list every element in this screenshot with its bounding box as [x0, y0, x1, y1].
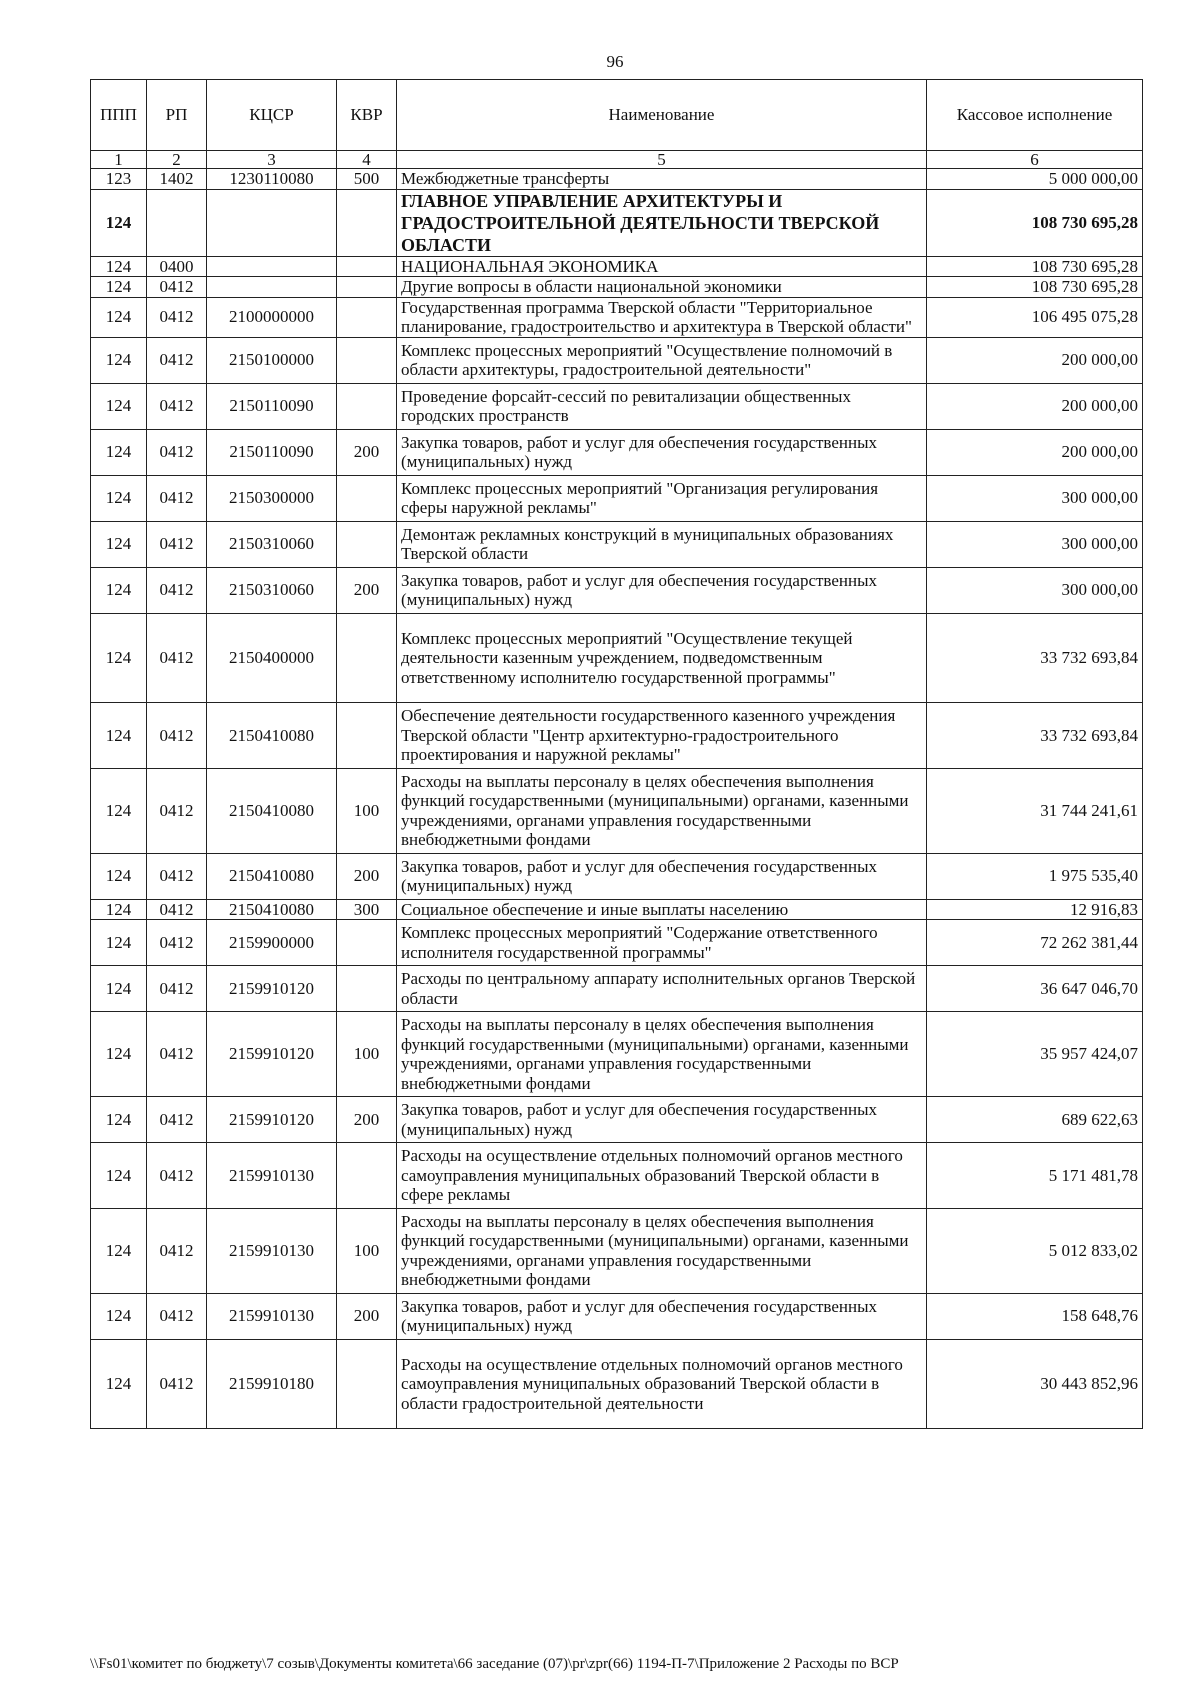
column-number: 6 — [927, 151, 1143, 169]
column-number: 4 — [337, 151, 397, 169]
cell-name: Межбюджетные трансферты — [397, 169, 927, 190]
cell-amount: 106 495 075,28 — [927, 297, 1143, 337]
cell-kcsr: 2150310060 — [207, 521, 337, 567]
cell-kcsr — [207, 189, 337, 256]
cell-kcsr — [207, 256, 337, 277]
cell-kcsr: 2159910130 — [207, 1293, 337, 1339]
cell-rp: 0400 — [147, 256, 207, 277]
cell-name: Расходы на осуществление отдельных полномочий органов местного самоуправления муниципальных образований Тверской области в области градостроительной деятельности — [397, 1339, 927, 1429]
cell-amount: 689 622,63 — [927, 1097, 1143, 1143]
cell-amount: 5 000 000,00 — [927, 169, 1143, 190]
cell-kvr — [337, 277, 397, 298]
cell-name: Расходы на осуществление отдельных полномочий органов местного самоуправления муниципальных образований Тверской области в сфере рекламы — [397, 1143, 927, 1209]
cell-name: ГЛАВНОЕ УПРАВЛЕНИЕ АРХИТЕКТУРЫ И ГРАДОСТРОИТЕЛЬНОЙ ДЕЯТЕЛЬНОСТИ ТВЕРСКОЙ ОБЛАСТИ — [397, 189, 927, 256]
expenditure-table — [90, 79, 1143, 1429]
cell-kvr — [337, 920, 397, 966]
table-row — [91, 337, 1143, 383]
cell-amount: 31 744 241,61 — [927, 768, 1143, 853]
table-row — [91, 297, 1143, 337]
cell-kvr: 100 — [337, 1012, 397, 1097]
cell-ppp: 124 — [91, 1208, 147, 1293]
cell-kvr — [337, 521, 397, 567]
cell-name: Расходы на выплаты персоналу в целях обеспечения выполнения функций государственными (муниципальными) органами, казенными учреждениями, органами управления государственными внебюджетными фондами — [397, 1208, 927, 1293]
cell-kvr — [337, 1143, 397, 1209]
cell-name: Обеспечение деятельности государственного казенного учреждения Тверской области "Центр архитектурно-градостроительного проектирования и наружной рекламы" — [397, 703, 927, 769]
cell-amount: 108 730 695,28 — [927, 256, 1143, 277]
cell-ppp: 124 — [91, 521, 147, 567]
cell-ppp: 124 — [91, 277, 147, 298]
cell-rp: 0412 — [147, 1208, 207, 1293]
cell-ppp: 123 — [91, 169, 147, 190]
cell-name: Социальное обеспечение и иные выплаты населению — [397, 899, 927, 920]
table-row — [91, 567, 1143, 613]
cell-kcsr: 2159910120 — [207, 1012, 337, 1097]
cell-ppp: 124 — [91, 475, 147, 521]
cell-kvr: 200 — [337, 429, 397, 475]
cell-rp: 0412 — [147, 1339, 207, 1429]
cell-kvr: 500 — [337, 169, 397, 190]
cell-kcsr: 2150110090 — [207, 429, 337, 475]
table-row — [91, 1012, 1143, 1097]
cell-ppp: 124 — [91, 1293, 147, 1339]
column-number: 1 — [91, 151, 147, 169]
cell-rp: 0412 — [147, 1012, 207, 1097]
column-number: 5 — [397, 151, 927, 169]
cell-kcsr: 2150400000 — [207, 613, 337, 703]
table-row — [91, 256, 1143, 277]
cell-rp: 0412 — [147, 567, 207, 613]
cell-amount: 5 171 481,78 — [927, 1143, 1143, 1209]
cell-ppp: 124 — [91, 567, 147, 613]
cell-rp: 0412 — [147, 768, 207, 853]
cell-name: Закупка товаров, работ и услуг для обеспечения государственных (муниципальных) нужд — [397, 1097, 927, 1143]
cell-rp: 0412 — [147, 1143, 207, 1209]
cell-name: Государственная программа Тверской области "Территориальное планирование, градостроительство и архитектура в Тверской области" — [397, 297, 927, 337]
table-row — [91, 966, 1143, 1012]
cell-ppp: 124 — [91, 383, 147, 429]
cell-kvr: 200 — [337, 1293, 397, 1339]
cell-kcsr: 2150410080 — [207, 768, 337, 853]
cell-amount: 35 957 424,07 — [927, 1012, 1143, 1097]
column-number: 2 — [147, 151, 207, 169]
table-row — [91, 383, 1143, 429]
cell-rp: 0412 — [147, 920, 207, 966]
table-row — [91, 853, 1143, 899]
table-row — [91, 1293, 1143, 1339]
table-row — [91, 189, 1143, 256]
header-name: Наименование — [397, 80, 927, 151]
table-row — [91, 1208, 1143, 1293]
cell-amount: 108 730 695,28 — [927, 277, 1143, 298]
header-kcsr: КЦСР — [207, 80, 337, 151]
cell-name: Комплекс процессных мероприятий "Содержание ответственного исполнителя государственной программы" — [397, 920, 927, 966]
cell-name: Комплекс процессных мероприятий "Осуществление текущей деятельности казенным учреждением, подведомственным ответственному исполнителю государственной программы" — [397, 613, 927, 703]
cell-rp: 0412 — [147, 429, 207, 475]
cell-ppp: 124 — [91, 768, 147, 853]
cell-name: Другие вопросы в области национальной экономики — [397, 277, 927, 298]
table-row — [91, 899, 1143, 920]
cell-kvr — [337, 1339, 397, 1429]
table-row — [91, 521, 1143, 567]
cell-kcsr: 2159910120 — [207, 966, 337, 1012]
cell-amount: 5 012 833,02 — [927, 1208, 1143, 1293]
cell-amount: 108 730 695,28 — [927, 189, 1143, 256]
cell-kvr: 100 — [337, 1208, 397, 1293]
cell-rp — [147, 189, 207, 256]
cell-kvr: 200 — [337, 853, 397, 899]
cell-rp: 0412 — [147, 337, 207, 383]
cell-name: Комплекс процессных мероприятий "Организация регулирования сферы наружной рекламы" — [397, 475, 927, 521]
cell-kcsr: 2150110090 — [207, 383, 337, 429]
cell-kvr — [337, 703, 397, 769]
cell-kcsr: 2150300000 — [207, 475, 337, 521]
cell-name: Закупка товаров, работ и услуг для обеспечения государственных (муниципальных) нужд — [397, 567, 927, 613]
column-number: 3 — [207, 151, 337, 169]
cell-kcsr: 2159910130 — [207, 1208, 337, 1293]
cell-amount: 33 732 693,84 — [927, 613, 1143, 703]
cell-name: Проведение форсайт-сессий по ревитализации общественных городских пространств — [397, 383, 927, 429]
cell-rp: 0412 — [147, 703, 207, 769]
table-row — [91, 703, 1143, 769]
cell-kcsr: 2159900000 — [207, 920, 337, 966]
table-row — [91, 277, 1143, 298]
cell-ppp: 124 — [91, 337, 147, 383]
cell-kcsr: 2159910120 — [207, 1097, 337, 1143]
table-header-row — [91, 80, 1143, 151]
cell-rp: 0412 — [147, 277, 207, 298]
cell-rp: 0412 — [147, 1293, 207, 1339]
table-row — [91, 920, 1143, 966]
cell-ppp: 124 — [91, 429, 147, 475]
table-body — [91, 169, 1143, 1429]
cell-kvr: 200 — [337, 1097, 397, 1143]
cell-rp: 0412 — [147, 899, 207, 920]
table-row — [91, 768, 1143, 853]
header-rp: РП — [147, 80, 207, 151]
cell-amount: 200 000,00 — [927, 337, 1143, 383]
cell-kvr — [337, 613, 397, 703]
cell-kvr — [337, 966, 397, 1012]
page-number: 96 — [606, 52, 624, 71]
cell-ppp: 124 — [91, 920, 147, 966]
cell-amount: 200 000,00 — [927, 383, 1143, 429]
cell-amount: 12 916,83 — [927, 899, 1143, 920]
cell-kcsr: 2150410080 — [207, 853, 337, 899]
header-amount: Кассовое исполнение — [927, 80, 1143, 151]
cell-kcsr: 2100000000 — [207, 297, 337, 337]
table-row — [91, 1143, 1143, 1209]
cell-kcsr: 2150310060 — [207, 567, 337, 613]
cell-kvr — [337, 383, 397, 429]
cell-amount: 1 975 535,40 — [927, 853, 1143, 899]
cell-rp: 0412 — [147, 853, 207, 899]
cell-kvr — [337, 189, 397, 256]
cell-amount: 300 000,00 — [927, 567, 1143, 613]
cell-rp: 0412 — [147, 613, 207, 703]
cell-ppp: 124 — [91, 899, 147, 920]
cell-name: Демонтаж рекламных конструкций в муниципальных образованиях Тверской области — [397, 521, 927, 567]
cell-kcsr: 2150410080 — [207, 703, 337, 769]
cell-ppp: 124 — [91, 853, 147, 899]
cell-rp: 0412 — [147, 966, 207, 1012]
table-row — [91, 613, 1143, 703]
cell-name: Расходы по центральному аппарату исполнительных органов Тверской области — [397, 966, 927, 1012]
cell-rp: 0412 — [147, 1097, 207, 1143]
cell-name: Закупка товаров, работ и услуг для обеспечения государственных (муниципальных) нужд — [397, 1293, 927, 1339]
cell-kcsr: 2150410080 — [207, 899, 337, 920]
cell-rp: 0412 — [147, 475, 207, 521]
table-row — [91, 475, 1143, 521]
cell-kcsr — [207, 277, 337, 298]
cell-name: Расходы на выплаты персоналу в целях обеспечения выполнения функций государственными (муниципальными) органами, казенными учреждениями, органами управления государственными внебюджетными фондами — [397, 768, 927, 853]
cell-kvr — [337, 256, 397, 277]
cell-kvr — [337, 297, 397, 337]
cell-name: НАЦИОНАЛЬНАЯ ЭКОНОМИКА — [397, 256, 927, 277]
cell-name: Расходы на выплаты персоналу в целях обеспечения выполнения функций государственными (муниципальными) органами, казенными учреждениями, органами управления государственными внебюджетными фондами — [397, 1012, 927, 1097]
column-number-row — [91, 151, 1143, 169]
cell-kcsr: 2159910180 — [207, 1339, 337, 1429]
cell-kvr: 300 — [337, 899, 397, 920]
cell-ppp: 124 — [91, 1097, 147, 1143]
cell-kvr: 200 — [337, 567, 397, 613]
cell-amount: 200 000,00 — [927, 429, 1143, 475]
cell-ppp: 124 — [91, 1012, 147, 1097]
cell-amount: 33 732 693,84 — [927, 703, 1143, 769]
cell-kvr — [337, 337, 397, 383]
cell-name: Закупка товаров, работ и услуг для обеспечения государственных (муниципальных) нужд — [397, 429, 927, 475]
table-row — [91, 1097, 1143, 1143]
cell-rp: 0412 — [147, 521, 207, 567]
cell-rp: 0412 — [147, 297, 207, 337]
header-kvr: КВР — [337, 80, 397, 151]
cell-amount: 72 262 381,44 — [927, 920, 1143, 966]
cell-kcsr: 2150100000 — [207, 337, 337, 383]
cell-ppp: 124 — [91, 703, 147, 769]
cell-ppp: 124 — [91, 297, 147, 337]
cell-kvr: 100 — [337, 768, 397, 853]
cell-name: Комплекс процессных мероприятий "Осуществление полномочий в области архитектуры, градостроительной деятельности" — [397, 337, 927, 383]
cell-ppp: 124 — [91, 1143, 147, 1209]
cell-amount: 300 000,00 — [927, 521, 1143, 567]
cell-amount: 300 000,00 — [927, 475, 1143, 521]
cell-kvr — [337, 475, 397, 521]
cell-amount: 30 443 852,96 — [927, 1339, 1143, 1429]
cell-rp: 0412 — [147, 383, 207, 429]
cell-kcsr: 1230110080 — [207, 169, 337, 190]
table-row — [91, 169, 1143, 190]
cell-ppp: 124 — [91, 1339, 147, 1429]
cell-ppp: 124 — [91, 189, 147, 256]
cell-name: Закупка товаров, работ и услуг для обеспечения государственных (муниципальных) нужд — [397, 853, 927, 899]
header-ppp: ППП — [91, 80, 147, 151]
footer-file-path: \\Fs01\комитет по бюджету\7 созыв\Документы комитета\66 заседание (07)\pr\zpr(66) 1194-П-7\Приложение 2 Расходы по ВСР — [90, 1656, 899, 1672]
table-row — [91, 429, 1143, 475]
cell-ppp: 124 — [91, 256, 147, 277]
table-row — [91, 1339, 1143, 1429]
cell-rp: 1402 — [147, 169, 207, 190]
cell-amount: 36 647 046,70 — [927, 966, 1143, 1012]
cell-amount: 158 648,76 — [927, 1293, 1143, 1339]
cell-ppp: 124 — [91, 613, 147, 703]
cell-ppp: 124 — [91, 966, 147, 1012]
cell-kcsr: 2159910130 — [207, 1143, 337, 1209]
